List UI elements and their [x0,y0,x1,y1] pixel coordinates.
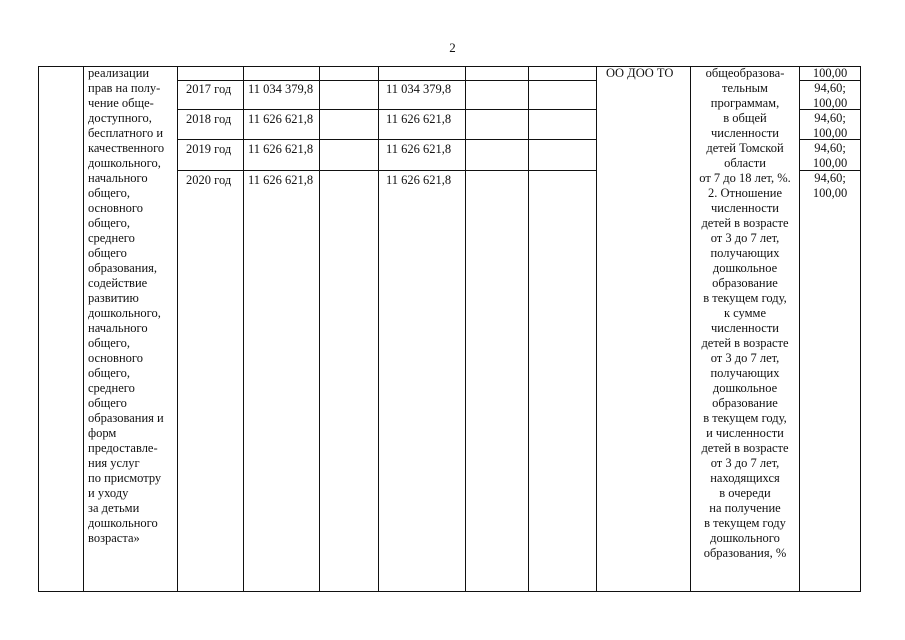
indicator-line: в текущем году, [703,291,787,305]
indicator-line: 2. Отношение [707,186,783,200]
regional-amount: 11 626 621,8 [386,112,452,126]
task-name-line: общего [88,396,127,410]
col-line [596,66,597,592]
task-name-line: образования и [88,411,164,425]
task-name-line: общего, [88,336,130,350]
indicator-line: тельным [722,81,768,95]
total-amount: 11 626 621,8 [248,173,314,187]
indicator-line: от 7 до 18 лет, %. [699,171,791,185]
task-name-line: основного [88,351,143,365]
task-name-line: чение обще- [88,96,154,110]
task-name-line: доступного, [88,111,152,125]
table-bottom-border [38,591,860,592]
row-line [177,80,597,81]
task-name-line: качественного [88,141,165,155]
indicator-value: 100,00 [812,186,848,200]
indicator-line: детей Томской [706,141,784,155]
indicator-line: детей в возрасте [701,216,789,230]
col-line [528,66,529,592]
indicator-line: образования, % [703,546,787,560]
year-label: 2018 год [186,112,232,126]
regional-amount: 11 034 379,8 [386,82,452,96]
indicator-value: 100,00 [812,96,848,110]
indicator-line: дошкольного [710,531,780,545]
indicator-line: образование [712,276,778,290]
task-name-line: начального [88,321,148,335]
col-line [465,66,466,592]
task-name-line: общего, [88,186,130,200]
indicator-line: численности [711,126,779,140]
task-name-line: среднего [88,381,135,395]
col-line [38,66,39,592]
indicator-line: детей в возрасте [701,336,789,350]
indicator-line: от 3 до 7 лет, [710,231,780,245]
task-name-line: по присмотру [88,471,162,485]
task-name-line: форм [88,426,117,440]
task-name-line: среднего [88,231,135,245]
indicator-line: в общей [723,111,767,125]
indicator-value: 100,00 [812,156,848,170]
task-name-line: общего [88,246,127,260]
indicator-values-cell [800,66,860,201]
task-name-line: основного [88,201,143,215]
col-line [83,66,84,592]
indicator-line: численности [711,201,779,215]
indicator-cell [691,66,799,561]
col-line [319,66,320,592]
task-name-line: ния услуг [88,456,140,470]
indicator-line: в текущем году [704,516,786,530]
task-name-line: содействие [88,276,148,290]
regional-amount: 11 626 621,8 [386,142,452,156]
indicator-line: в текущем году, [703,411,787,425]
indicator-value: 100,00 [812,126,848,140]
year-label: 2020 год [186,173,232,187]
col-line [243,66,244,592]
indicator-line: дошкольное [712,381,778,395]
year-label: 2019 год [186,142,232,156]
task-name-line: начального [88,171,148,185]
indicator-line: в очереди [719,486,771,500]
row-line [177,109,597,110]
task-name-line: за детьми [88,501,140,515]
indicator-value: 100,00 [812,66,848,80]
page-number: 2 [449,40,456,55]
task-name-line: образования, [88,261,158,275]
col-line [177,66,178,592]
total-amount: 11 034 379,8 [248,82,314,96]
task-name-cell [88,66,176,546]
indicator-line: и численности [706,426,784,440]
indicator-line: программам, [710,96,780,110]
indicator-value: 94,60; [814,111,846,125]
indicator-line: образование [712,396,778,410]
total-amount: 11 626 621,8 [248,142,314,156]
row-line [177,170,597,171]
indicator-line: на получение [709,501,781,515]
task-name-line: дошкольного [88,516,158,530]
task-name-line: общего, [88,216,130,230]
year-label: 2017 год [186,82,232,96]
indicator-value: 94,60; [814,141,846,155]
indicator-line: от 3 до 7 лет, [710,456,780,470]
indicator-line: от 3 до 7 лет, [710,351,780,365]
task-name-line: дошкольного, [88,156,161,170]
col-line [378,66,379,592]
indicator-line: получающих [710,366,780,380]
task-name-line: и уходу [88,486,129,500]
regional-amount: 11 626 621,8 [386,173,452,187]
row-line [177,139,597,140]
task-name-line: дошкольного, [88,306,161,320]
indicator-line: к сумме [723,306,767,320]
indicator-line: детей в возрасте [701,441,789,455]
task-name-line: прав на полу- [88,81,161,95]
executor-cell: ОО ДОО ТО [606,66,674,80]
indicator-line: общеобразова- [705,66,785,80]
indicator-line: дошкольное [712,261,778,275]
indicator-value: 94,60; [814,81,846,95]
total-amount: 11 626 621,8 [248,112,314,126]
task-name-line: развитию [88,291,139,305]
task-name-line: возраста» [88,531,140,545]
task-name-line: общего, [88,366,130,380]
indicator-value: 94,60; [814,171,846,185]
col-line [860,66,861,592]
task-name-line: бесплатного и [88,126,164,140]
indicator-line: области [724,156,766,170]
indicator-line: численности [711,321,779,335]
indicator-line: находящихся [710,471,780,485]
indicator-line: получающих [710,246,780,260]
task-name-line: предоставле- [88,441,158,455]
task-name-line: реализации [88,66,150,80]
